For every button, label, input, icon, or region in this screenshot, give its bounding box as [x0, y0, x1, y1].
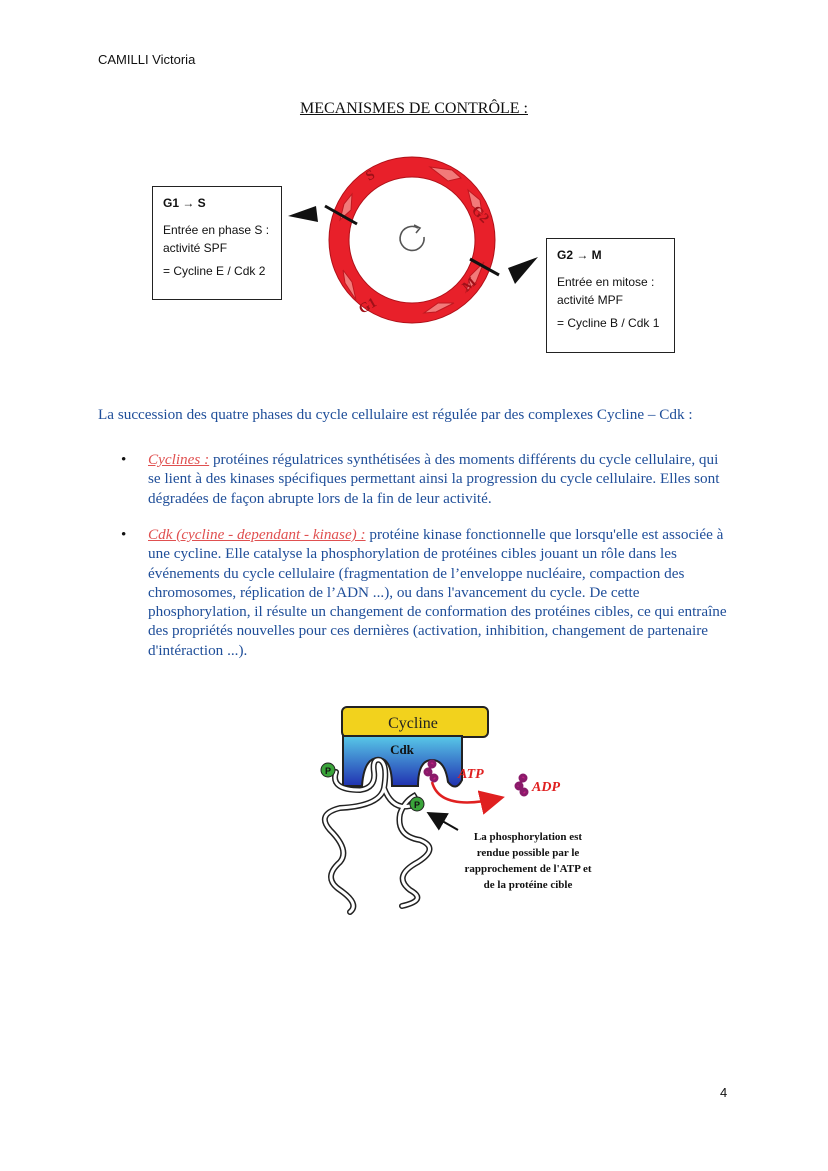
checkpoint-title: G1 → S [163, 196, 206, 210]
checkpoint-text: activité SPF [163, 240, 228, 255]
caption-line: La phosphorylation est [473, 831, 583, 843]
caption-line: de la protéine cible [483, 879, 573, 891]
reaction-arrow [432, 782, 500, 802]
checkpoint-text: activité MPF [557, 292, 624, 307]
caption-line: rendue possible par le [476, 847, 580, 859]
circular-arrow-icon [400, 225, 424, 250]
cycline-label: Cycline [388, 715, 438, 732]
adp-molecule [516, 775, 527, 795]
phase-label-m: M [459, 275, 480, 296]
list-item [121, 450, 733, 508]
list-item [121, 525, 733, 660]
phosphorylation-diagram [0, 690, 828, 930]
cell-cycle-diagram [0, 0, 828, 400]
checkpoint-g2-m-box [546, 238, 675, 353]
bullet-icon: • [121, 526, 127, 543]
term-cyclines: Cyclines : [148, 451, 210, 468]
atp-molecule [425, 761, 437, 781]
black-triangle-icon [508, 257, 538, 284]
checkpoint-text: Entrée en mitose : [557, 275, 655, 290]
definition-text: protéines régulatrices synthétisées à des moments différents du cycle cellulaire, qui se lient à des kinases spécifiques permettant ainsi la progression du cycle cellulaire. Elles sont dégradées de façon abrupte lors de la fin de leur activité. [148, 451, 720, 507]
checkpoint-complex: = Cycline B / Cdk 1 [557, 316, 660, 331]
checkpoint-g1-s-box [152, 186, 282, 300]
page-title: MECANISMES DE CONTRÔLE : [299, 100, 528, 117]
phase-label-g1: G1 [356, 295, 380, 318]
phosphate-label: P [413, 800, 421, 810]
checkpoint-text: Entrée en phase S : [163, 223, 270, 238]
phase-label-g2: G2 [468, 203, 492, 227]
page-number: 4 [720, 1085, 728, 1100]
phase-label-s: S [363, 167, 378, 185]
bullet-icon: • [121, 451, 127, 468]
caption-pointer [430, 814, 458, 830]
cdk-label: Cdk [390, 742, 414, 757]
term-cdk: Cdk (cycline - dependant - kinase) : [148, 526, 366, 543]
caption-line: rapprochement de l'ATP et [464, 863, 592, 875]
phosphate-label: P [324, 766, 332, 776]
cell-cycle-ring [329, 157, 495, 323]
bullet-list [121, 450, 733, 508]
author-name: CAMILLI Victoria [98, 52, 196, 67]
atp-label: ATP [458, 767, 484, 782]
bullet-list [121, 525, 733, 660]
black-triangle-icon [288, 206, 318, 222]
adp-label: ADP [532, 780, 560, 795]
intro-paragraph: La succession des quatre phases du cycle cellulaire est régulée par des complexes Cycline – Cdk : [98, 406, 693, 423]
definition-text: protéine kinase fonctionnelle que lorsqu'elle est associée à une cycline. Elle catalyse la phosphorylation de protéines cibles jouant un rôle dans les événements du cycle cellulaire (fragmentation de l’enveloppe nucléaire, compaction des chromosomes, réplication de l’ADN ...), ou dans l'avancement du cycle. De cette phosphorylation, il résulte un changement de conformation des protéines cibles, ce qui entraîne des propriétés nouvelles pour ces dernières (activation, inhibition, changement de partenaire d'intéraction ...). [148, 526, 727, 659]
checkpoint-title: G2 → M [557, 248, 602, 262]
checkpoint-complex: = Cycline E / Cdk 2 [163, 264, 266, 279]
